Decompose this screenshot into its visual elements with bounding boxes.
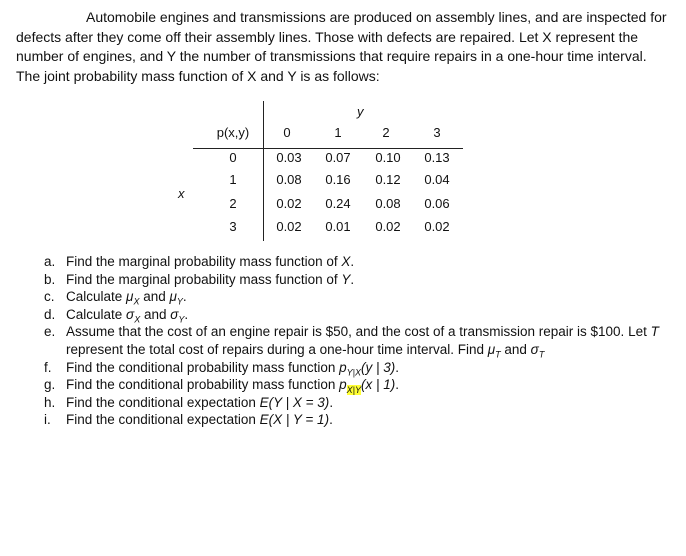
question-list [44, 253, 664, 429]
math-argument: (x | 1) [361, 377, 396, 393]
col-header: 1 [334, 125, 342, 140]
y-variable-label: y [357, 104, 364, 119]
question-b [44, 271, 664, 289]
row-label: 3 [229, 219, 237, 234]
math-argument: (y | 3) [361, 359, 396, 375]
question-text: and [140, 306, 171, 322]
question-text: Find the conditional probability mass function [66, 377, 340, 393]
math-symbol: μ [126, 289, 134, 305]
math-subscript: X [133, 296, 140, 307]
question-text: . [184, 306, 189, 322]
question-label: g. [44, 377, 56, 393]
table-cell: 0.02 [276, 219, 302, 234]
math-symbol: p [339, 359, 347, 375]
row-label: 1 [229, 172, 237, 187]
col-header: 3 [433, 125, 441, 140]
table-cell: 0.03 [276, 150, 302, 165]
math-subscript: X|Y [346, 384, 362, 395]
question-d [44, 306, 664, 324]
table-cell: 0.01 [325, 219, 351, 234]
math-symbol: σ [530, 341, 539, 357]
table-cell: 0.04 [424, 172, 450, 187]
table-cell: 0.06 [424, 196, 450, 211]
table-cell: 0.08 [276, 172, 302, 187]
question-label: i. [44, 412, 51, 428]
math-expression: E(Y | X = 3) [259, 394, 330, 410]
table-cell: 0.16 [325, 172, 351, 187]
table-corner-label: p(x,y) [216, 125, 250, 140]
question-c [44, 288, 664, 306]
variable: T [650, 324, 659, 340]
table-cell: 0.02 [276, 196, 302, 211]
question-label: h. [44, 394, 56, 410]
question-text: . [395, 377, 400, 393]
math-expression: E(X | Y = 1) [259, 412, 330, 428]
question-text: represent the total cost of repairs during a one-hour time interval. Find [66, 341, 488, 357]
question-text: . [350, 271, 355, 287]
math-symbol: σ [126, 306, 135, 322]
question-label: e. [44, 324, 56, 340]
math-symbol: μ [169, 289, 177, 305]
question-text: Find the conditional expectation [66, 394, 260, 410]
question-g [44, 376, 664, 394]
x-variable-label: x [178, 186, 185, 201]
question-text: Calculate [66, 306, 127, 322]
question-e [44, 323, 664, 358]
table-horizontal-rule [193, 148, 463, 149]
row-label: 2 [229, 196, 237, 211]
math-subscript: X [134, 314, 141, 325]
question-text: Find the marginal probability mass function of [66, 271, 342, 287]
table-cell: 0.08 [375, 196, 401, 211]
question-label: a. [44, 254, 56, 269]
table-cell: 0.10 [375, 150, 401, 165]
question-text: . [329, 412, 333, 428]
math-symbol: σ [170, 306, 179, 322]
question-a [44, 253, 664, 271]
question-text: Calculate [66, 289, 127, 305]
question-text: . [395, 359, 400, 375]
question-text: . [350, 254, 355, 269]
question-text: Assume that the cost of an engine repair is $50, and the cost of a transmission repair is $100. Let [66, 324, 651, 340]
table-cell: 0.12 [375, 172, 401, 187]
question-i [44, 411, 664, 429]
variable: X [341, 254, 351, 269]
question-label: f. [44, 359, 52, 375]
problem-intro: Automobile engines and transmissions are produced on assembly lines, and are inspected for defects after they come off their assembly lines. Those with defects are repaired. Let X represent the number of engines, and Y the number of transmissions that require repairs in a one-hour time interval. The joint probability mass function of X and Y is as follows: [16, 9, 667, 84]
question-label: d. [44, 306, 56, 322]
math-symbol: μ [487, 341, 496, 357]
math-subscript: Y|X [346, 367, 362, 378]
col-header: 2 [382, 125, 390, 140]
col-header: 0 [283, 125, 291, 140]
question-text: . [182, 289, 187, 305]
math-symbol: p [339, 377, 347, 393]
question-label: c. [44, 289, 55, 305]
question-text: and [139, 289, 170, 305]
question-text: Find the marginal probability mass function of [66, 254, 342, 269]
math-subscript: T [495, 349, 501, 360]
table-cell: 0.02 [375, 219, 401, 234]
question-label: b. [44, 271, 56, 287]
question-f [44, 359, 664, 377]
question-text: . [329, 394, 334, 410]
table-cell: 0.07 [325, 150, 351, 165]
question-text: and [500, 341, 531, 357]
question-text: Find the conditional expectation [66, 412, 260, 428]
table-cell: 0.02 [424, 219, 450, 234]
variable: Y [341, 271, 351, 287]
question-h [44, 394, 664, 412]
math-subscript: Y [176, 296, 183, 307]
question-text: Find the conditional probability mass function [66, 359, 340, 375]
math-subscript: T [538, 349, 545, 360]
table-cell: 0.13 [424, 150, 450, 165]
table-cell: 0.24 [325, 196, 351, 211]
row-label: 0 [229, 150, 237, 165]
math-subscript: Y [178, 314, 185, 325]
